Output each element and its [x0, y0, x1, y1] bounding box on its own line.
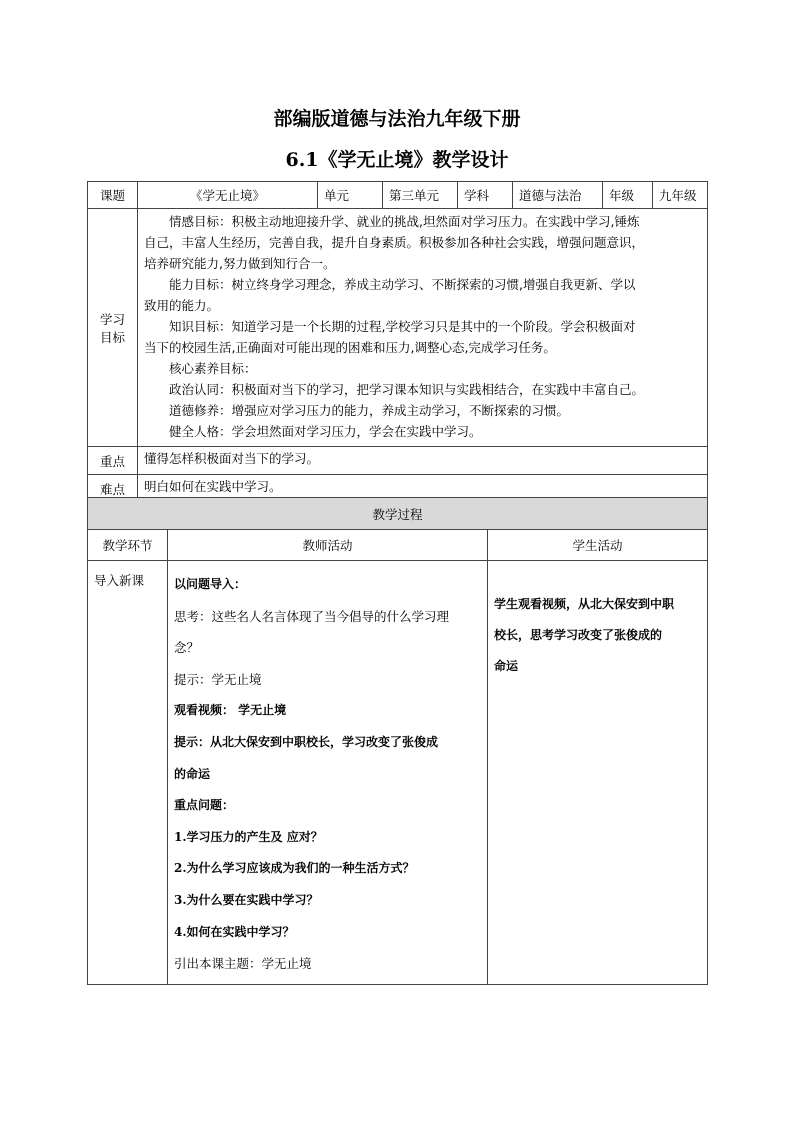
goal-ability-line-2: 致用的能力。 — [144, 298, 220, 313]
student-line-1: 学生观看视频，从北大保安到中职 — [494, 597, 675, 611]
info-header-row — [88, 182, 708, 209]
grade-label: 年级 — [603, 182, 653, 209]
teacher-line-13: 引出本课主题：学无止境 — [174, 956, 312, 972]
goals-label-line-1: 学习 — [99, 311, 125, 327]
difficulty-value: 明白如何在实践中学习。 — [138, 475, 708, 503]
process-band-row — [88, 498, 708, 530]
goal-emotion-line-3: 培养研究能力,努力做到知行合一。 — [144, 256, 336, 271]
teacher-line-6: 提示：从北大保安到中职校长，学习改变了张俊成 — [174, 734, 439, 749]
document-title: 部编版道德与法治九年级下册 — [273, 108, 521, 130]
teacher-line-11: 3.为什么要在实践中学习？ — [174, 892, 319, 907]
difficulty-label: 难点 — [88, 475, 138, 503]
student-line-2: 校长，思考学习改变了张俊成的 — [494, 628, 663, 642]
subject-value: 道德与法治 — [513, 182, 603, 209]
teacher-line-12: 4.如何在实践中学习？ — [174, 924, 295, 939]
topic-label: 课题 — [88, 182, 138, 209]
document-subtitle: 6.1《学无止境》教学设计 — [285, 149, 509, 171]
goal-political: 政治认同：积极面对当下的学习，把学习课本知识与实践相结合，在实践中丰富自己。 — [169, 382, 645, 397]
col-header-stage: 教学环节 — [88, 530, 168, 561]
goal-personality: 健全人格：学会坦然面对学习压力，学会在实践中学习。 — [169, 424, 482, 439]
teacher-line-10: 2.为什么学习应该成为我们的一种生活方式？ — [174, 861, 415, 876]
goals-content — [138, 209, 708, 447]
stage-cell: 导入新课 — [88, 561, 168, 985]
goal-emotion-line-1: 情感目标：积极主动地迎接升学、就业的挑战,坦然面对学习压力。在实践中学习,锤炼 — [169, 214, 640, 229]
goal-moral: 道德修养：增强应对学习压力的能力，养成主动学习，不断探索的习惯。 — [169, 403, 570, 418]
process-row-intro — [88, 561, 708, 985]
process-band-title: 教学过程 — [88, 498, 708, 530]
goal-emotion-line-2: 自己，丰富人生经历，完善自我，提升自身素质。积极参加各种社会实践，增强问题意识， — [144, 235, 645, 250]
subject-label: 学科 — [458, 182, 513, 209]
lesson-info-table — [87, 181, 708, 503]
teacher-line-5: 观看视频： 学无止境 — [174, 703, 287, 718]
teacher-line-7: 的命运 — [174, 766, 211, 781]
col-header-student: 学生活动 — [488, 530, 708, 561]
topic-value: 《学无止境》 — [138, 182, 318, 209]
key-point-label: 重点 — [88, 447, 138, 475]
goal-ability-line-1: 能力目标：树立终身学习理念，养成主动学习、不断探索的习惯,增强自我更新、学以 — [169, 277, 636, 292]
col-header-teacher: 教师活动 — [168, 530, 488, 561]
goal-knowledge-line-2: 当下的校园生活,正确面对可能出现的困难和压力,调整心态,完成学习任务。 — [144, 340, 556, 355]
unit-label: 单元 — [318, 182, 383, 209]
goals-label — [88, 209, 138, 447]
teacher-line-4: 提示：学无止境 — [174, 671, 262, 687]
student-activity-cell — [488, 561, 708, 985]
grade-value: 九年级 — [653, 182, 708, 209]
teacher-line-2: 思考：这些名人名言体现了当今倡导的什么学习理 — [174, 608, 450, 624]
teacher-line-9: 1.学习压力的产生及 应对？ — [174, 829, 323, 844]
goals-label-line-2: 目标 — [99, 329, 125, 345]
teacher-line-3: 念？ — [174, 640, 200, 656]
student-line-3: 命运 — [494, 659, 519, 673]
key-point-value: 懂得怎样积极面对当下的学习。 — [138, 447, 708, 475]
process-header-row — [88, 530, 708, 561]
teacher-line-1: 以问题导入： — [174, 577, 247, 591]
teacher-line-8: 重点问题： — [174, 798, 235, 813]
unit-value: 第三单元 — [383, 182, 458, 209]
teaching-process-table — [87, 497, 708, 985]
teacher-activity-cell — [168, 561, 488, 985]
goal-knowledge-line-1: 知识目标：知道学习是一个长期的过程,学校学习只是其中的一个阶段。学会积极面对 — [169, 319, 636, 334]
goal-core-heading: 核心素养目标： — [169, 361, 257, 376]
goals-row — [88, 209, 708, 447]
key-point-row — [88, 447, 708, 475]
